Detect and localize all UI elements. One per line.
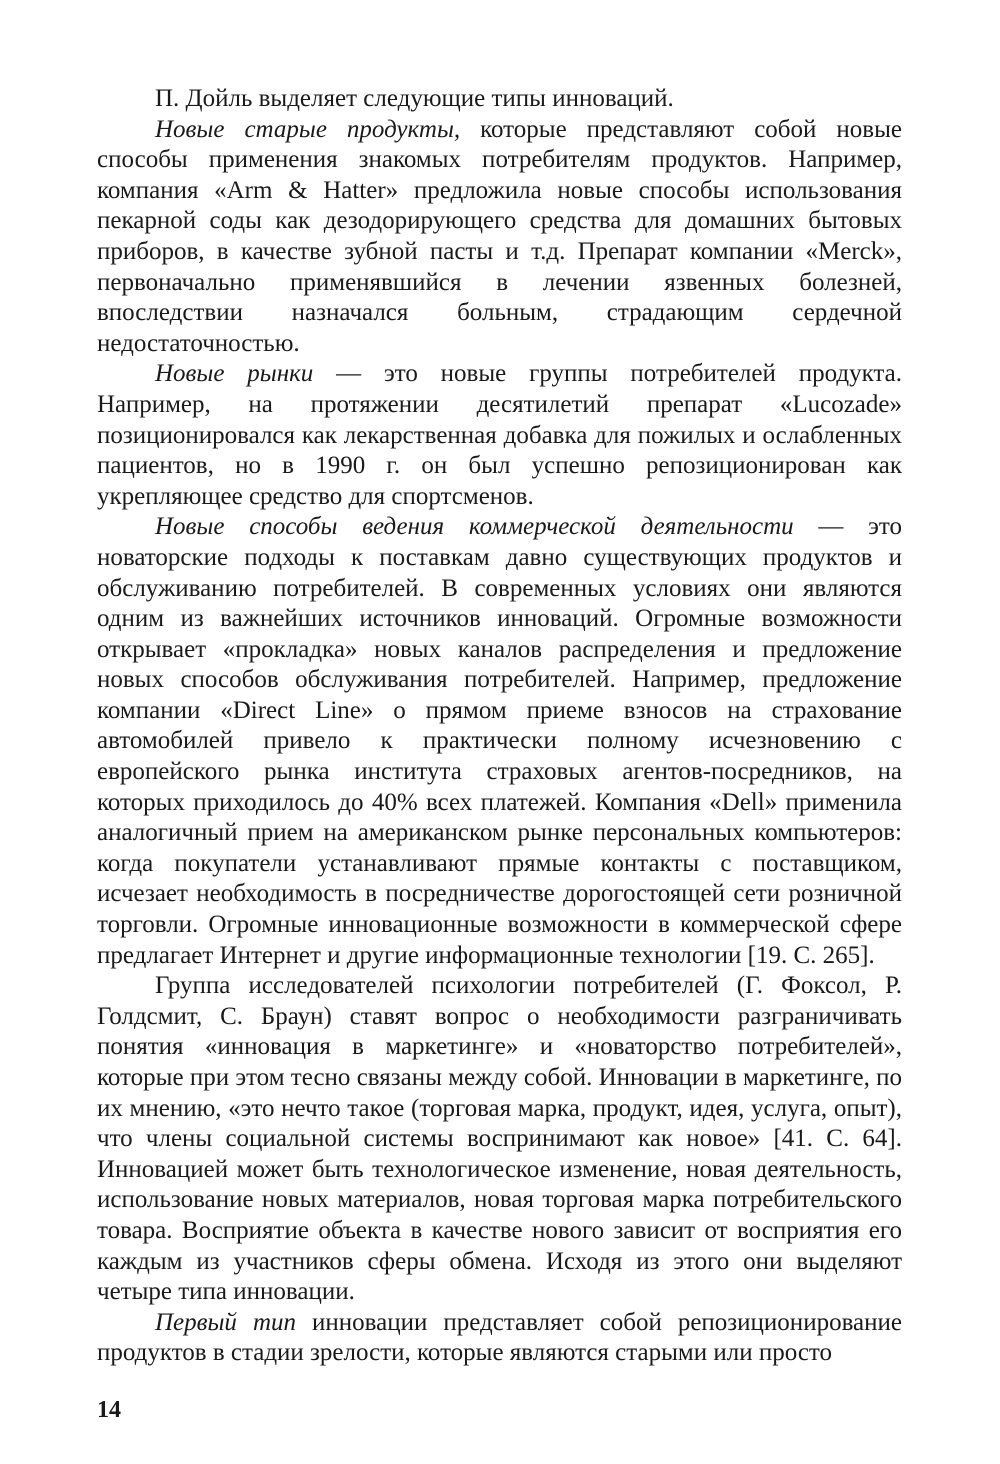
paragraph-new-business-ways [97, 512, 902, 971]
paragraph-lead: Первый тип [155, 1308, 296, 1336]
paragraph-new-old-products [97, 115, 902, 360]
page-number: 14 [97, 1397, 121, 1423]
paragraph-first-type [97, 1308, 902, 1369]
paragraph-text: — это новаторские подходы к поставкам давно существующих продуктов и обслуживанию потребителей. В современных условиях они являются одним из важнейших источников инноваций. Огромные возможности открывает «прокладка» новых каналов распределения и предложение новых способов обслуживания потребителей. Например, предложение компании «Direct Line» о прямом приеме взносов на страхование автомобилей привело к практически полному исчезновению с европейского рынка института страховых агентов-посредников, на которых приходилось до 40% всех платежей. Компания «Dell» применила аналогичный прием на американском рынке персональных компьютеров: когда покупатели устанавливают прямые контакты с поставщиком, исчезает необходимость в посредничестве дорогостоящей сети розничной торговли. Огромные инновационные возможности в коммерческой сфере предлагает Интернет и другие информационные технологии [19. С. 265]. [97, 513, 903, 969]
paragraph-text: которые представляют собой новые способы применения знакомых потребителям продуктов. Например, компания «Arm & Hatter» предложила новые способы использования пекарной соды как дезодорирующего средства для домашних бытовых приборов, в качестве зубной пасты и т.д. Препарат компании «Merck», первоначально применявшийся в лечении язвенных болезней, впоследствии назначался больным, страдающим сердечной недостаточностью. [97, 115, 902, 357]
paragraph-doyle-intro [97, 84, 902, 115]
page-body [97, 84, 902, 1369]
paragraph-text: — это новые группы потребителей продукта. Например, на протяжении десятилетий препарат «Lucozade» позиционировался как лекарственная добавка для пожилых и ослабленных пациентов, но в 1990 г. он был успешно репозиционирован как укрепляющее средство для спортсменов. [97, 360, 902, 510]
paragraph-text: Группа исследователей психологии потребителей (Г. Фоксол, Р. Голдсмит, С. Браун) ставят вопрос о необходимости разграничивать понятия «инновация в маркетинге» и «новаторство потребителей», которые при этом тесно связаны между собой. Инновации в маркетинге, по их мнению, «это нечто такое (торговая марка, продукт, идея, услуга, опыт), что члены социальной системы воспринимают как новое» [41. С. 64]. Инновацией может быть технологическое изменение, новая деятельность, использование новых материалов, новая торговая марка потребительского товара. Восприятие объекта в качестве нового зависит от восприятия его каждым из участников сферы обмена. Исходя из этого они выделяют четыре типа инновации. [97, 972, 902, 1306]
paragraph-lead: Новые старые продукты, [155, 115, 461, 143]
paragraph-text: П. Дойль выделяет следующие типы инноваций. [155, 85, 674, 112]
paragraph-lead: Новые способы ведения коммерческой деятельности [155, 513, 794, 541]
paragraph-lead: Новые рынки [155, 360, 314, 388]
paragraph-text: инновации представляет собой репозиционирование продуктов в стадии зрелости, которые являются старыми или просто [97, 1308, 902, 1367]
paragraph-researchers-group [97, 971, 902, 1308]
paragraph-new-markets [97, 359, 902, 512]
